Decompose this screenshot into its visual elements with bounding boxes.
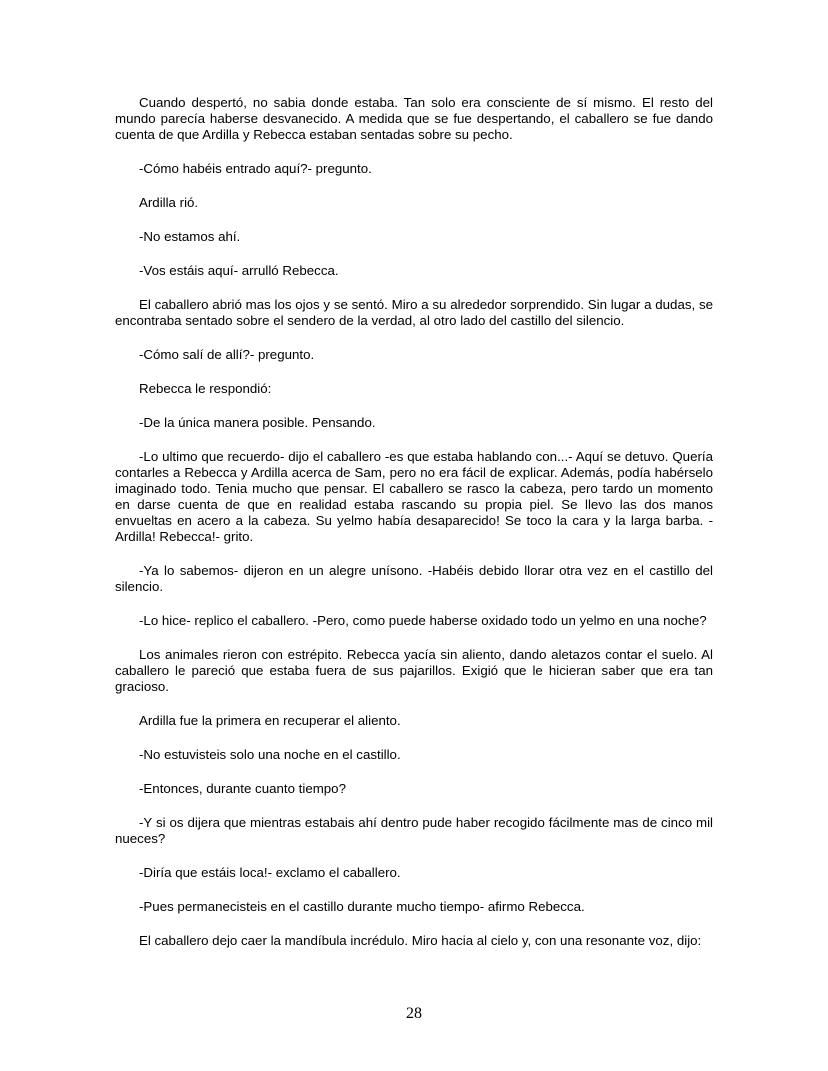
paragraph-8: Rebecca le respondió:: [139, 381, 272, 396]
paragraph-11: -Ya lo sabemos- dijeron en un alegre unísono. -Habéis debido llorar otra vez en el castillo del silencio.: [115, 563, 713, 594]
paragraph-18: -Diría que estáis loca!- exclamo el caballero.: [139, 865, 401, 880]
page-number: 28: [406, 1005, 422, 1022]
paragraph-6: El caballero abrió mas los ojos y se sentó. Miro a su alrededor sorprendido. Sin lugar a dudas, se encontraba sentado sobre el sendero de la verdad, al otro lado del castillo del silencio.: [115, 297, 713, 328]
paragraph-12: -Lo hice- replico el caballero. -Pero, como puede haberse oxidado todo un yelmo en una noche?: [139, 613, 707, 628]
paragraph-16: -Entonces, durante cuanto tiempo?: [139, 781, 346, 796]
paragraph-15: -No estuvisteis solo una noche en el castillo.: [139, 747, 401, 762]
paragraph-2: -Cómo habéis entrado aquí?- pregunto.: [139, 161, 372, 176]
paragraph-4: -No estamos ahí.: [139, 229, 241, 244]
paragraph-17: -Y si os dijera que mientras estabais ahí dentro pude haber recogido fácilmente mas de cinco mil nueces?: [115, 815, 713, 846]
paragraph-9: -De la única manera posible. Pensando.: [139, 415, 376, 430]
paragraph-1: Cuando despertó, no sabia donde estaba. Tan solo era consciente de sí mismo. El resto del mundo parecía haberse desvanecido. A medida que se fue despertando, el caballero se fue dando cuenta de que Ardilla y Rebecca estaban sentadas sobre su pecho.: [115, 95, 713, 142]
paragraph-14: Ardilla fue la primera en recuperar el aliento.: [139, 713, 401, 728]
paragraph-19: -Pues permanecisteis en el castillo durante mucho tiempo- afirmo Rebecca.: [139, 899, 585, 914]
paragraph-13: Los animales rieron con estrépito. Rebecca yacía sin aliento, dando aletazos contar el suelo. Al caballero le pareció que estaba fuera de sus pajarillos. Exigió que le hicieran saber que era tan gracioso.: [115, 647, 713, 694]
paragraph-10: -Lo ultimo que recuerdo- dijo el caballero -es que estaba hablando con...- Aquí se detuvo. Quería contarles a Rebecca y Ardilla acerca de Sam, pero no era fácil de explicar. Además, podía habérselo imaginado todo. Tenia mucho que pensar. El caballero se rasco la cabeza, pero tardo un momento en darse cuenta de que en realidad estaba rascando su propia piel. Se llevo las dos manos envueltas en acero a la cabeza. Su yelmo había desaparecido! Se toco la cara y la larga barba. -Ardilla! Rebecca!- grito.: [115, 449, 713, 544]
paragraph-5: -Vos estáis aquí- arrulló Rebecca.: [139, 263, 339, 278]
text-body: [115, 95, 713, 967]
paragraph-3: Ardilla rió.: [139, 195, 199, 210]
paragraph-7: -Cómo salí de allí?- pregunto.: [139, 347, 315, 362]
paragraph-20: El caballero dejo caer la mandíbula incrédulo. Miro hacia al cielo y, con una resonante voz, dijo:: [139, 933, 702, 948]
